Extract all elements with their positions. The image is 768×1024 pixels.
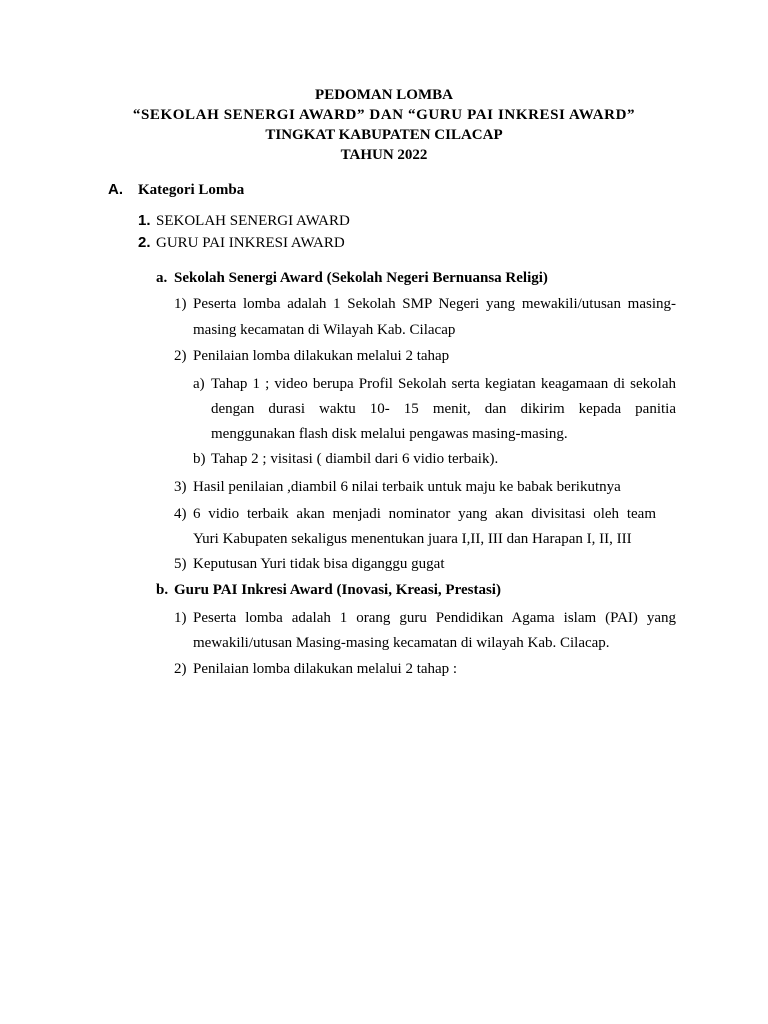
item-b1-line-1: Peserta lomba adalah 1 orang guru Pendidikan Agama islam (PAI) yang [193,610,676,626]
category-1-text: SEKOLAH SENERGI AWARD [156,213,350,229]
section-a-marker: A. [108,181,123,198]
item-a2-text: Penilaian lomba dilakukan melalui 2 tahap [193,348,450,364]
stage-b-mark: b) [193,451,206,467]
title-line-4: TAHUN 2022 [340,147,428,163]
category-2-number: 2. [138,234,151,251]
document-title [0,85,768,165]
item-a5-text: Keputusan Yuri tidak bisa diganggu gugat [193,556,445,572]
category-1-number: 1. [138,212,151,229]
stage-b-text: Tahap 2 ; visitasi ( diambil dari 6 vidio terbaik). [211,451,499,467]
stage-a-line-1: Tahap 1 ; video berupa Profil Sekolah serta kegiatan keagamaan di sekolah [211,376,676,392]
title-line-1: PEDOMAN LOMBA [315,87,453,103]
item-b2-text: Penilaian lomba dilakukan melalui 2 tahap : [193,661,458,677]
item-b1-line-2: mewakili/utusan Masing-masing kecamatan di wilayah Kab. Cilacap. [193,635,610,651]
title-line-3: TINGKAT KABUPATEN CILACAP [265,127,503,143]
item-b1-number: 1) [174,610,187,626]
subsection-b-marker: b. [156,582,169,598]
stage-a-line-2: dengan durasi waktu 10- 15 menit, dan dikirim kepada panitia [211,401,676,417]
stage-a-mark: a) [193,376,205,392]
item-a4-number: 4) [174,506,187,522]
item-a1-line-1: Peserta lomba adalah 1 Sekolah SMP Negeri yang mewakili/utusan masing- [193,296,676,312]
item-a2-number: 2) [174,348,187,364]
item-b2-number: 2) [174,661,187,677]
category-2-text: GURU PAI INKRESI AWARD [156,235,345,251]
item-a3-number: 3) [174,479,187,495]
item-a5-number: 5) [174,556,187,572]
item-a1-line-2: masing kecamatan di Wilayah Kab. Cilacap [193,322,456,338]
subsection-a-marker: a. [156,270,168,286]
subsection-a-title: Sekolah Senergi Award (Sekolah Negeri Bernuansa Religi) [174,270,548,286]
item-a1-number: 1) [174,296,187,312]
section-a-title: Kategori Lomba [138,182,245,198]
stage-a-line-3: menggunakan flash disk melalui pengawas masing-masing. [211,426,568,442]
item-a4-line-1: 6 vidio terbaik akan menjadi nominator yang akan divisitasi oleh team [193,506,656,522]
item-a4-line-2: Yuri Kabupaten sekaligus menentukan juara I,II, III dan Harapan I, II, III [193,531,632,547]
subsection-b-title: Guru PAI Inkresi Award (Inovasi, Kreasi, Prestasi) [174,582,501,598]
item-a3-text: Hasil penilaian ,diambil 6 nilai terbaik untuk maju ke babak berikutnya [193,479,621,495]
title-line-2: “SEKOLAH SENERGI AWARD” DAN “GURU PAI INKRESI AWARD” [132,107,636,123]
